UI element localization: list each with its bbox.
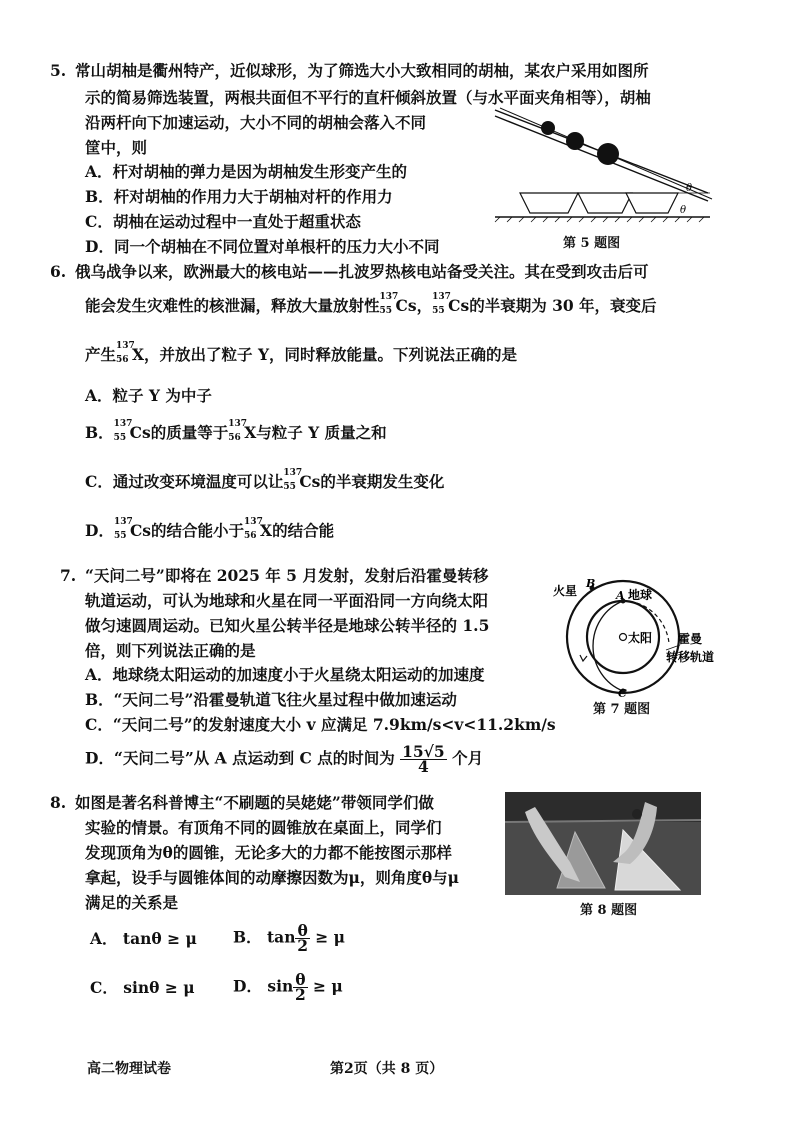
q8-stem-line4: 拿起，设手与圆锥体间的动摩擦因数为μ，则角度θ与μ (85, 868, 460, 887)
q8-option-d-fraction: $\frac{\theta}{2}$ (295, 970, 306, 1004)
q7-figure-hohmann-orbit (548, 575, 748, 700)
q8-option-b: B． tan $\frac{\theta}{2}$ ≥ μ (233, 921, 345, 955)
q5-caption: 第 5 题图 (563, 236, 621, 251)
q6-option-b: B． 137 55 Cs的质量等于 137 56 X与粒子 Y 质量之和 (85, 419, 387, 443)
q7-stem-line2: 轨道运动，可认为地球和火星在同一平面沿同一方向绕太阳 (85, 591, 489, 610)
q7-stem-line1: “天问二号”即将在 2025 年 5 月发射，发射后沿霍曼转移 (85, 566, 489, 585)
q6-stem-line1: 俄乌战争以来，欧洲最大的核电站——扎波罗热核电站备受关注。其在受到攻击后可 (75, 262, 649, 281)
svg-text:太阳: 太阳 (628, 631, 653, 645)
svg-text:霍曼: 霍曼 (678, 632, 703, 646)
q5-stem-line2: 示的简易筛选装置，两根共面但不平行的直杆倾斜放置（与水平面夹角相等），胡柚 (85, 88, 651, 107)
q6-number: 6. (50, 262, 67, 281)
q5-option-d: D．同一个胡柚在不同位置对单根杆的压力大小不同 (85, 237, 440, 256)
q7-caption: 第 7 题图 (593, 702, 651, 717)
svg-text:地球: 地球 (628, 588, 653, 602)
q6-stem-line3: 产生 137 56 X，并放出了粒子 Y，同时释放能量。下列说法正确的是 (85, 341, 518, 365)
q5-stem-line4: 筐中，则 (85, 138, 148, 157)
q6-stem-line2: 能会发生灾难性的核泄漏，释放大量放射性 137 55 Cs， 137 55 Cs的半衰期为 30 年，衰变后 (85, 292, 657, 316)
q5-stem-line3: 沿两杆向下加速运动，大小不同的胡柚会落入不同 (85, 113, 427, 132)
q8-option-d: D． sin $\frac{\theta}{2}$ ≥ μ (233, 970, 343, 1004)
q5-stem-line1: 常山胡柚是衢州特产，近似球形，为了筛选大小大致相同的胡柚，某农户采用如图所 (75, 61, 649, 80)
svg-text:A: A (616, 589, 625, 602)
q7-stem-line3: 做匀速圆周运动。已知火星公转半径是地球公转半径的 1.5 (85, 616, 490, 635)
q6-option-d: D． 137 55 Cs的结合能小于 137 56 X的结合能 (85, 517, 335, 541)
q7-stem-line4: 倍，则下列说法正确的是 (85, 641, 256, 660)
svg-text:θ: θ (680, 205, 687, 216)
q7-option-c: C．“天问二号”的发射速度大小 v 应满足 7.9km/s<v<11.2km/s (85, 715, 556, 734)
q8-photo-cone-experiment (505, 792, 701, 895)
q8-stem-line3: 发现顶角为θ的圆锥，无论多大的力都不能按图示那样 (85, 843, 452, 862)
q7-option-b: B．“天问二号”沿霍曼轨道飞往火星过程中做加速运动 (85, 690, 457, 709)
svg-text:θ: θ (686, 183, 693, 194)
q8-option-c: C． sinθ ≥ μ (90, 978, 195, 997)
q8-caption: 第 8 题图 (580, 903, 638, 918)
svg-text:火星: 火星 (553, 584, 578, 598)
q6-option-c: C．通过改变环境温度可以让 137 55 Cs的半衰期发生变化 (85, 468, 445, 492)
q7-number: 7. (60, 566, 77, 585)
q6-option-a: A．粒子 Y 为中子 (85, 386, 212, 405)
q8-stem-line2: 实验的情景。有顶角不同的圆锥放在桌面上，同学们 (85, 818, 442, 837)
svg-text:B: B (586, 577, 596, 590)
q5-option-c: C．胡柚在运动过程中一直处于超重状态 (85, 212, 361, 231)
q7-option-a: A．地球绕太阳运动的加速度小于火星绕太阳运动的加速度 (85, 665, 485, 684)
svg-text:C: C (618, 687, 627, 700)
q7-option-d: D．“天问二号”从 A 点运动到 C 点的时间为 $\frac{15√5}{4}$ 个月 (85, 742, 484, 776)
footer-exam-name: 高二物理试卷 (87, 1061, 171, 1077)
q8-option-a: A． tanθ ≥ μ (90, 929, 197, 948)
q8-stem-line5: 满足的关系是 (85, 893, 179, 912)
footer-page-number: 第2页（共 8 页） (330, 1061, 444, 1077)
q5-option-a: A．杆对胡柚的弹力是因为胡柚发生形变产生的 (85, 162, 408, 181)
svg-text:转移轨道: 转移轨道 (666, 650, 715, 664)
q8-stem-line1: 如图是著名科普博主“不刷题的吴姥姥”带领同学们做 (75, 793, 434, 812)
q5-number: 5. (50, 61, 67, 80)
q8-option-b-fraction: $\frac{\theta}{2}$ (297, 921, 309, 955)
q5-option-b: B．杆对胡柚的作用力大于胡柚对杆的作用力 (85, 187, 393, 206)
q5-figure-sorting-device (490, 105, 715, 225)
q8-number: 8. (50, 793, 67, 812)
q7-fraction: $\frac{15√5}{4}$ (402, 742, 445, 776)
